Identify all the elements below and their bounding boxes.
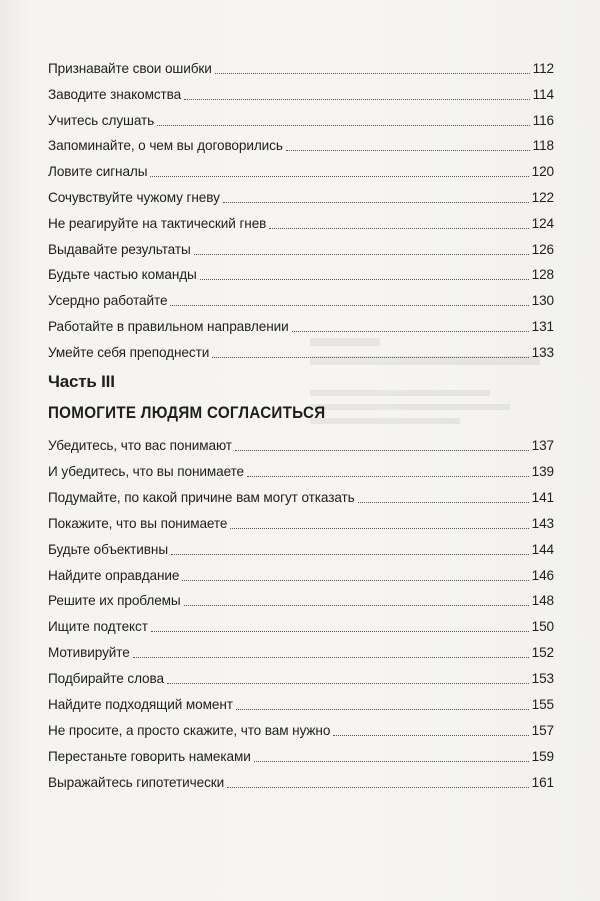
toc-entry-page-number: 146	[531, 567, 554, 583]
dot-leader	[184, 99, 530, 100]
dot-leader	[212, 357, 528, 358]
toc-entry-title: Покажите, что вы понимаете	[48, 515, 228, 531]
toc-entry	[48, 238, 554, 258]
dot-leader	[184, 605, 529, 606]
toc-entry	[48, 109, 554, 129]
dot-leader	[170, 305, 528, 306]
dot-leader	[167, 683, 529, 684]
toc-entry-title: Работайте в правильном направлении	[48, 319, 289, 334]
toc-entry-page-number: 161	[531, 774, 554, 790]
toc-entry-title: Не просите, а просто скажите, что вам нужно	[48, 722, 331, 738]
dot-leader	[151, 631, 529, 632]
dot-leader	[223, 202, 529, 203]
toc-entry	[48, 134, 554, 154]
dot-leader	[227, 787, 528, 788]
toc-entry-title: Ловите сигналы	[48, 164, 148, 180]
toc-entry	[48, 341, 554, 361]
toc-entry	[48, 486, 554, 506]
toc-entry-title: Усердно работайте	[48, 293, 168, 309]
toc-entry	[48, 315, 554, 335]
dot-leader	[247, 476, 529, 477]
toc-entry-title: Подбирайте слова	[48, 671, 164, 687]
toc-entry-page-number: 120	[531, 164, 554, 180]
toc-entry-page-number: 124	[531, 215, 554, 231]
toc-entry	[48, 57, 554, 77]
dot-leader	[292, 331, 529, 332]
toc-entry-page-number: 155	[531, 697, 554, 712]
toc-entry-page-number: 152	[531, 645, 554, 661]
dot-leader	[254, 761, 529, 762]
toc-entry	[48, 693, 554, 713]
toc-entry	[48, 83, 554, 103]
dot-leader	[269, 228, 528, 229]
toc-entry-page-number: 131	[531, 319, 554, 334]
toc-entry-page-number: 159	[531, 748, 554, 764]
toc-entry-title: Умейте себя преподнести	[48, 344, 210, 360]
toc-entry-title: Не реагируйте на тактический гнев	[48, 215, 267, 231]
toc-entry-page-number: 112	[532, 61, 554, 76]
toc-entry-page-number: 144	[531, 541, 554, 557]
toc-entry	[48, 615, 554, 635]
toc-entry-title: И убедитесь, что вы понимаете	[48, 463, 245, 479]
toc-entry-page-number: 128	[531, 267, 554, 283]
toc-entry	[48, 186, 554, 206]
toc-entry-page-number: 122	[531, 190, 554, 205]
toc-entry	[48, 641, 554, 661]
dot-leader	[194, 254, 529, 255]
dot-leader	[235, 450, 529, 451]
toc-entry-title: Ищите подтекст	[48, 619, 148, 635]
toc-entry-title: Признавайте свои ошибки	[48, 61, 212, 76]
toc-entry	[48, 745, 554, 765]
toc-entry-title: Учитесь слушать	[48, 112, 155, 128]
toc-entry	[48, 564, 554, 584]
toc-entry-page-number: 116	[532, 112, 554, 128]
toc-entry	[48, 434, 554, 454]
toc-entry-page-number: 137	[531, 438, 554, 453]
toc-entry-title: Сочувствуйте чужому гневу	[48, 190, 220, 205]
toc-entry	[48, 263, 554, 283]
part-label: Часть III	[48, 372, 115, 391]
toc-entry-page-number: 118	[532, 138, 554, 154]
toc-entry-page-number: 143	[531, 515, 554, 531]
toc-entry-title: Выдавайте результаты	[48, 241, 191, 257]
toc-entry-title: Заводите знакомства	[48, 86, 182, 102]
dot-leader	[333, 735, 528, 736]
toc-entry-title: Решите их проблемы	[48, 593, 181, 609]
toc-entry	[48, 771, 554, 791]
toc-entry	[48, 512, 554, 532]
toc-entry-title: Убедитесь, что вас понимают	[48, 438, 232, 453]
toc-entry-page-number: 150	[531, 619, 554, 635]
toc-entry-page-number: 130	[531, 293, 554, 309]
toc-entry-title: Запоминайте, о чем вы договорились	[48, 138, 283, 154]
toc-entry	[48, 719, 554, 739]
dot-leader	[200, 279, 529, 280]
dot-leader	[358, 502, 529, 503]
toc-entry-page-number: 148	[531, 593, 554, 609]
toc-entry	[48, 160, 554, 180]
toc-entry-page-number: 153	[531, 671, 554, 687]
toc-entry-title: Подумайте, по какой причине вам могут отказать	[48, 489, 355, 505]
toc-entry-title: Найдите оправдание	[48, 567, 180, 583]
dot-leader	[286, 150, 530, 151]
toc-entry	[48, 538, 554, 558]
dot-leader	[133, 657, 529, 658]
toc-entry	[48, 589, 554, 609]
toc-entry-title: Перестаньте говорить намеками	[48, 748, 251, 764]
dot-leader	[182, 580, 528, 581]
dot-leader	[171, 554, 529, 555]
toc-entry-page-number: 141	[531, 489, 554, 505]
toc-entry-page-number: 157	[531, 722, 554, 738]
toc-entry-title: Мотивируйте	[48, 645, 130, 661]
toc-entry	[48, 667, 554, 687]
toc-entry	[48, 460, 554, 480]
toc-entry-page-number: 133	[531, 344, 554, 360]
dot-leader	[215, 73, 530, 74]
dot-leader	[236, 709, 529, 710]
toc-entry-title: Будьте объективны	[48, 541, 168, 557]
toc-entry	[48, 212, 554, 232]
dot-leader	[157, 125, 530, 126]
toc-entry-title: Выражайтесь гипотетически	[48, 774, 225, 790]
toc-entry-title: Найдите подходящий момент	[48, 697, 233, 712]
part-title: ПОМОГИТЕ ЛЮДЯМ СОГЛАСИТЬСЯ	[48, 404, 326, 422]
toc-entry-page-number: 114	[532, 86, 554, 102]
toc-entry-page-number: 126	[531, 241, 554, 257]
toc-entry-title: Будьте частью команды	[48, 267, 197, 283]
toc-entry	[48, 289, 554, 309]
dot-leader	[230, 528, 528, 529]
dot-leader	[150, 176, 528, 177]
toc-entry-page-number: 139	[531, 463, 554, 479]
